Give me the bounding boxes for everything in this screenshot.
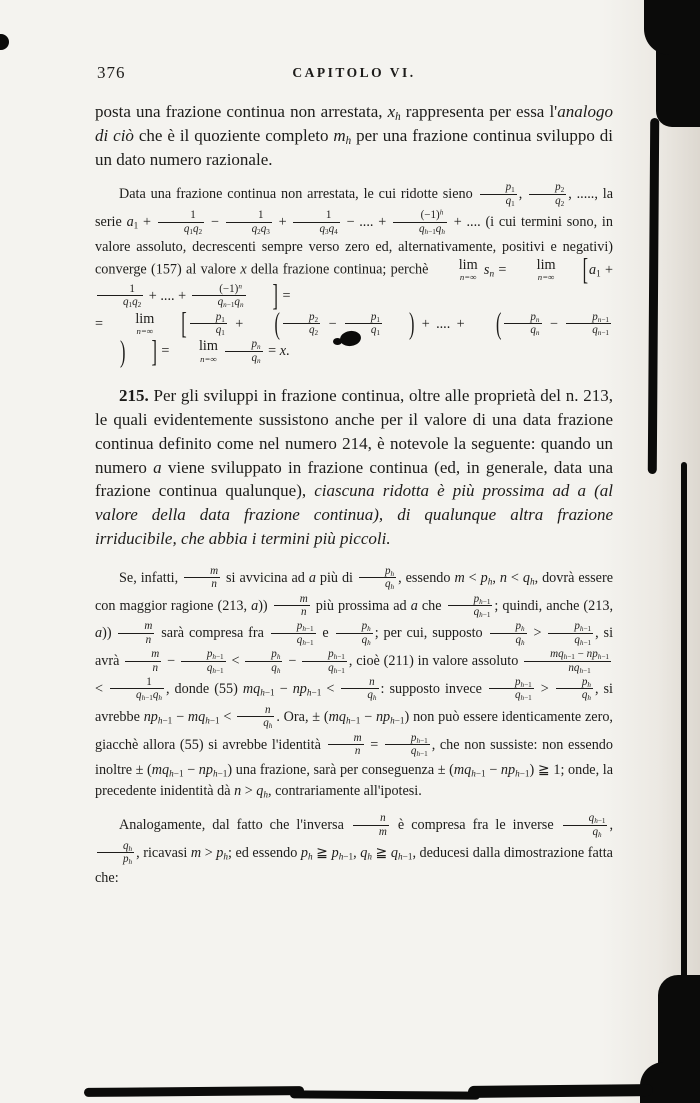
fraction-denominator: n	[145, 633, 152, 646]
big-bracket: (	[274, 305, 280, 342]
fraction-numerator: $q_h$	[97, 840, 134, 853]
math-expression: =	[278, 287, 291, 304]
fraction	[480, 181, 517, 207]
fraction-numerator: $p_{n-1}$	[566, 311, 611, 324]
fraction-numerator: $p_{h-1}$	[302, 648, 347, 661]
fraction-denominator: $q_{h-1}$	[515, 689, 532, 703]
math-expression: + .... +	[415, 315, 471, 332]
fraction-denominator: $q_h$	[384, 578, 395, 592]
math-expression: −	[206, 214, 224, 231]
limit-subscript: n=∞	[200, 353, 217, 364]
fraction-denominator: $q_h$	[592, 825, 602, 839]
fraction-numerator: $p_h$	[556, 676, 593, 689]
fraction	[237, 704, 274, 730]
math-expression: $a_1$ +	[589, 261, 613, 279]
math-expression: ± $(mq_{h-1} - np_{h-1})$	[135, 761, 233, 778]
big-bracket: [	[582, 251, 588, 288]
big-bracket: )	[408, 305, 415, 342]
fraction-denominator: $nq_{h-1}$	[568, 661, 591, 675]
math-expression: $s_n$ =	[483, 261, 511, 279]
fraction	[302, 648, 347, 674]
fraction-denominator: $q_1$	[505, 194, 515, 208]
italic-text: analogo di ciò	[95, 102, 613, 145]
fraction-numerator: 1	[97, 283, 143, 296]
fraction-numerator: 1	[110, 676, 164, 689]
fraction-numerator: $mq_{h-1} - np_{h-1}$	[524, 648, 611, 661]
fraction-denominator: $q_2q_3$	[251, 222, 270, 236]
fraction	[448, 593, 493, 619]
fraction	[271, 620, 316, 646]
fraction-denominator: $q_{n-1}$	[592, 324, 609, 337]
fraction	[529, 181, 566, 207]
math-expression: =	[95, 315, 110, 332]
limit-subscript: n=∞	[459, 271, 477, 282]
limit-label: lim	[135, 310, 155, 327]
fraction-denominator: $q_h$	[515, 633, 525, 647]
scan-artifact-left-edge-mark	[0, 34, 9, 50]
math-expression: <	[227, 653, 244, 670]
fraction-numerator: $p_1$	[345, 311, 382, 324]
fraction-numerator: m	[328, 732, 364, 745]
fraction-numerator: $p_{h-1}$	[385, 732, 430, 745]
fraction	[556, 676, 593, 702]
math-expression: −	[163, 653, 179, 670]
fraction-numerator: $p_{h-1}$	[489, 676, 534, 689]
fraction	[489, 676, 534, 702]
intro-paragraph: posta una frazione continua non arrestata, $x_h$ rappresenta per essa l'analogo di ciò che è il quoziente completo $m_h$ per una frazione continua sviluppo di un dato numero razionale.	[95, 102, 613, 169]
math-expression: a	[410, 597, 418, 614]
fraction-denominator: $q_h$	[263, 717, 273, 731]
fraction-denominator: $q_h$	[367, 689, 377, 703]
fraction-denominator: $q_{h-1}$	[328, 661, 345, 675]
fraction-numerator: $p_n$	[225, 338, 262, 351]
big-bracket: [	[181, 305, 187, 342]
section-215-paragraph: 215. Per gli sviluppi in frazione continua, oltre alle proprietà del n. 213, le quali evidentemente sussistono anche per il valore di una data frazione continua definito come nel numero 214, è notevole la seguente: quando un numero a viene sviluppato in frazione continua (ed, in generale, data una frazione continua qualunque), ciascuna ridotta è più prossima ad a (al valore della data frazione continua), di qualunque altra frazione irriducibile, che abbia i termini più piccoli.	[95, 386, 613, 549]
fraction-numerator: $(-1)^h$	[393, 209, 447, 222]
fraction	[274, 593, 310, 619]
limit-label: lim	[198, 338, 218, 355]
math-expression: $x_h$	[387, 102, 401, 123]
fraction-numerator: $p_2$	[529, 181, 566, 194]
fraction-numerator: $(-1)^n$	[192, 283, 246, 296]
fraction-denominator: $q_1$	[370, 324, 380, 337]
fraction-denominator: n	[354, 745, 361, 758]
fraction	[385, 732, 430, 758]
big-bracket: )	[120, 332, 126, 369]
fraction-denominator: $q_h$	[271, 661, 281, 675]
math-expression: −	[284, 653, 301, 670]
limit-subscript: n=∞	[136, 325, 154, 336]
fraction-denominator: $q_{h-1}q_h$	[419, 222, 445, 236]
fraction-numerator: m	[274, 593, 310, 606]
math-expression: +	[228, 315, 250, 332]
chapter-title: CAPITOLO VI.	[292, 65, 416, 80]
math-expression: + ....	[448, 214, 481, 231]
series-paragraph: Data una frazione continua non arrestata, le cui ridotte sieno $\frac{p_1}{q_1}$ , $\frac{p_2}{q_2}$ , ....., la serie $a_1$ + $\frac{1}{q_1q_2}$ − $\frac{1}{q_2q_3}$ + $\frac{1}{q_3q_4}$ − .... + $\frac{(-1)^h}{q_{h-1}q_h}$ + .... (i cui termini sono, in valore assoluto, decrescenti sempre verso zero ed, alternativamente, positivi e negativi) converge (157) al valore x della frazione continua; perchè lim n=∞ $s_n$ = lim n=∞ [$a_1$ + $\frac{1}{q_1q_2}$ + .... + $\frac{(-1)^n}{q_{n-1}q_n}$ ] = = lim n=∞ [ $\frac{p_1}{q_1}$ + ( $\frac{p_2}{q_2}$ − $\frac{p_1}{q_1}$ ) + .... + ( $\frac{p_n}{q_n}$ − $\frac{p_{n-1}}{q_{n-1}}$ ) ] = lim n=∞ $\frac{p_n}{q_n}$ = x.	[95, 181, 613, 366]
fraction-denominator: n	[152, 661, 158, 674]
limit-subscript: n=∞	[537, 271, 555, 282]
fraction-numerator: 1	[293, 209, 339, 222]
fraction-denominator: $q_{h-1}$	[574, 633, 592, 647]
page-header	[95, 62, 613, 88]
fraction	[293, 209, 339, 235]
fraction	[393, 209, 447, 235]
math-expression: −	[543, 315, 565, 332]
limit-operator	[435, 258, 478, 282]
limit-label: lim	[458, 256, 478, 273]
fraction-denominator: $q_1$	[215, 324, 225, 337]
fraction	[359, 565, 396, 591]
fraction-denominator: $q_3q_4$	[319, 222, 338, 236]
fraction-numerator: n	[237, 704, 274, 717]
fraction-denominator: $q_{n-1}q_n$	[217, 296, 244, 309]
fraction-denominator: $q_1q_2$	[183, 222, 203, 236]
math-expression: $m_h$	[333, 125, 352, 147]
fraction	[328, 732, 364, 758]
fraction	[353, 812, 389, 838]
fraction	[181, 648, 226, 674]
fraction	[336, 620, 373, 646]
fraction	[283, 311, 320, 337]
limit-operator	[175, 339, 218, 363]
fraction	[118, 620, 154, 646]
math-expression: =	[365, 736, 383, 753]
math-expression: =	[157, 343, 173, 360]
math-expression: x	[240, 261, 247, 278]
fraction-numerator: n	[341, 676, 378, 689]
fraction-numerator: m	[118, 620, 154, 633]
fraction-denominator: $q_{h-1}$	[473, 606, 491, 619]
fraction	[490, 620, 527, 646]
scan-artifact-right-strip	[648, 118, 659, 474]
fraction-numerator: $p_1$	[190, 311, 227, 324]
fraction-numerator: $p_n$	[504, 311, 541, 324]
fraction-denominator: $q_{h-1}q_h$	[136, 689, 162, 703]
fraction	[190, 311, 227, 337]
fraction-denominator: $q_h$	[361, 633, 371, 647]
big-bracket: ]	[151, 332, 157, 369]
math-expression: ± $(mq_{h-1} - np_{h-1})$ ≧ 1	[437, 761, 561, 778]
fraction-denominator: $q_1q_2$	[123, 296, 142, 309]
scan-artifact-bottom-smudge-right	[468, 1084, 653, 1098]
scan-artifact-bottom-right-corner	[640, 1062, 700, 1103]
math-expression: $m > p_h$	[190, 845, 228, 862]
closing-paragraph: Analogamente, dal fatto che l'inversa $\frac{n}{m}$ è compresa fra le inverse $\frac{q_{h-1}}{q_h}$ , $\frac{q_h}{p_h}$ , ricavasi $m > p_h$; ed essendo $p_h$ ≧ $p_{h-1}$, $q_h$ ≧ $q_{h-1}$, deducesi dalla dimostrazione fatta che:	[95, 812, 613, 886]
scan-artifact-bottom-smudge-middle	[290, 1090, 480, 1099]
fraction-numerator: $p_h$	[490, 620, 527, 633]
math-expression: a	[308, 569, 316, 586]
math-expression: <	[95, 681, 109, 698]
scan-artifact-bottom-smudge-left	[84, 1086, 304, 1097]
fraction	[192, 283, 246, 309]
math-expression: = x.	[264, 343, 290, 360]
fraction-denominator: m	[378, 825, 387, 838]
fraction-denominator: $q_n$	[251, 351, 261, 365]
italic-text: ciascuna ridotta è più prossima ad	[314, 481, 578, 501]
fraction	[548, 620, 593, 646]
fraction-numerator: $q_{h-1}$	[563, 812, 608, 825]
fraction	[524, 648, 611, 674]
math-expression: >	[528, 625, 547, 642]
fraction	[97, 840, 134, 866]
math-expression: −	[322, 315, 343, 332]
math-expression: +	[273, 214, 292, 231]
fraction-numerator: 1	[226, 209, 272, 222]
fraction-denominator: $q_2$	[555, 194, 565, 208]
proof-paragraph: Se, infatti, $\frac{m}{n}$ si avvicina ad a più di $\frac{p_h}{q_h}$ , essendo $m < p_h$, $n < q_h$, dovrà essere con maggior ragione (213, a)) $\frac{m}{n}$ più prossima ad a che $\frac{p_{h-1}}{q_{h-1}}$ ; quindi, anche (213, a)) $\frac{m}{n}$ sarà compresa fra $\frac{p_{h-1}}{q_{h-1}}$ e $\frac{p_h}{q_h}$ ; per cui, supposto $\frac{p_h}{q_h}$ > $\frac{p_{h-1}}{q_{h-1}}$ , si avrà $\frac{m}{n}$ − $\frac{p_{h-1}}{q_{h-1}}$ < $\frac{p_h}{q_h}$ − $\frac{p_{h-1}}{q_{h-1}}$ , cioè (211) in valore assoluto $\frac{mq_{h-1} - np_{h-1}}{nq_{h-1}}$ < $\frac{1}{q_{h-1}q_h}$ , donde (55) $mq_{h-1} - np_{h-1}$ < $\frac{n}{q_h}$ : supposto invece $\frac{p_{h-1}}{q_{h-1}}$ > $\frac{p_h}{q_h}$ , si avrebbe $np_{h-1} - mq_{h-1}$ < $\frac{n}{q_h}$ . Ora, ± $(mq_{h-1} - np_{h-1})$ non può essere identicamente zero, giacchè allora (55) si avrebbe l'identità $\frac{m}{n}$ = $\frac{p_{h-1}}{q_{h-1}}$ , che non sussiste: non essendo inoltre ± $(mq_{h-1} - np_{h-1})$ una frazione, sarà per conseguenza ± $(mq_{h-1} - np_{h-1})$ ≧ 1; onde, la precedente inidentità dà $n > q_h$, contrariamente all'ipotesi.	[95, 564, 614, 800]
fraction-denominator: n	[211, 578, 217, 591]
math-expression: ± $(mq_{h-1} - np_{h-1})$	[312, 709, 410, 726]
fraction-denominator: $q_{h-1}$	[410, 745, 428, 758]
fraction	[345, 311, 382, 337]
fraction	[226, 209, 272, 235]
fraction-numerator: $p_h$	[245, 648, 282, 661]
fraction	[245, 648, 282, 674]
fraction-numerator: n	[353, 812, 389, 825]
math-expression: $mq_{h-1} - np_{h-1}$ <	[242, 681, 340, 698]
fraction-denominator: n	[300, 606, 307, 619]
limit-operator	[513, 258, 556, 282]
fraction-numerator: $p_{h-1}$	[271, 620, 316, 633]
fraction	[566, 311, 611, 337]
fraction-numerator: $p_{h-1}$	[181, 648, 226, 661]
math-expression: >	[535, 681, 554, 698]
fraction-denominator: $q_h$	[581, 689, 591, 703]
big-bracket: ]	[272, 277, 278, 314]
math-expression: a	[95, 625, 103, 642]
fraction-numerator: $p_{h-1}$	[548, 620, 593, 633]
scan-artifact-top-right-corner	[644, 0, 700, 55]
math-expression: a	[153, 457, 162, 477]
fraction-denominator: $q_2$	[308, 324, 319, 337]
math-expression: $m < p_h$, $n < q_h$,	[454, 569, 539, 587]
page-content	[95, 62, 613, 889]
fraction-denominator: $p_h$	[123, 853, 133, 867]
scan-artifact-right-line	[681, 462, 687, 990]
fraction-numerator: 1	[158, 209, 204, 222]
fraction	[125, 648, 161, 674]
fraction-denominator: $q_{h-1}$	[296, 633, 314, 647]
fraction-numerator: $p_2$	[283, 311, 320, 324]
fraction-denominator: $q_n$	[530, 324, 540, 337]
fraction-numerator: $p_h$	[359, 565, 396, 578]
fraction	[158, 209, 204, 235]
math-expression: a	[577, 481, 587, 501]
fraction-numerator: $p_1$	[480, 181, 517, 194]
big-bracket: (	[495, 305, 502, 342]
fraction	[97, 283, 143, 309]
fraction-numerator: $p_h$	[336, 620, 373, 633]
italic-text: (al valore della data frazione continua), di qualunque altra frazione irriducibile, che abbia i termini più piccoli.	[95, 481, 613, 549]
fraction	[504, 311, 541, 337]
math-expression: $np_{h-1} - mq_{h-1}$ <	[143, 709, 236, 726]
fraction-numerator: m	[184, 565, 220, 578]
fraction	[341, 676, 378, 702]
limit-label: lim	[536, 256, 556, 273]
math-expression: $p_h$ ≧ $p_{h-1}$, $q_h$ ≧ $q_{h-1}$	[300, 845, 413, 862]
section-number: 215.	[119, 386, 149, 406]
fraction-numerator: $p_{h-1}$	[448, 593, 493, 606]
fraction-denominator: $q_{h-1}$	[206, 661, 224, 675]
fraction	[563, 812, 608, 838]
fraction	[184, 565, 220, 591]
math-expression: $a_1$ +	[126, 214, 156, 231]
fraction-numerator: m	[125, 648, 161, 661]
math-expression	[220, 344, 224, 360]
math-expression: − .... +	[341, 214, 392, 231]
math-expression: a	[251, 597, 259, 614]
fraction	[110, 676, 164, 702]
math-expression: $n > q_h$	[234, 782, 268, 800]
page-number: 376	[97, 63, 126, 82]
fraction	[225, 338, 262, 364]
page-body	[95, 100, 613, 889]
math-expression: + .... +	[145, 287, 190, 304]
